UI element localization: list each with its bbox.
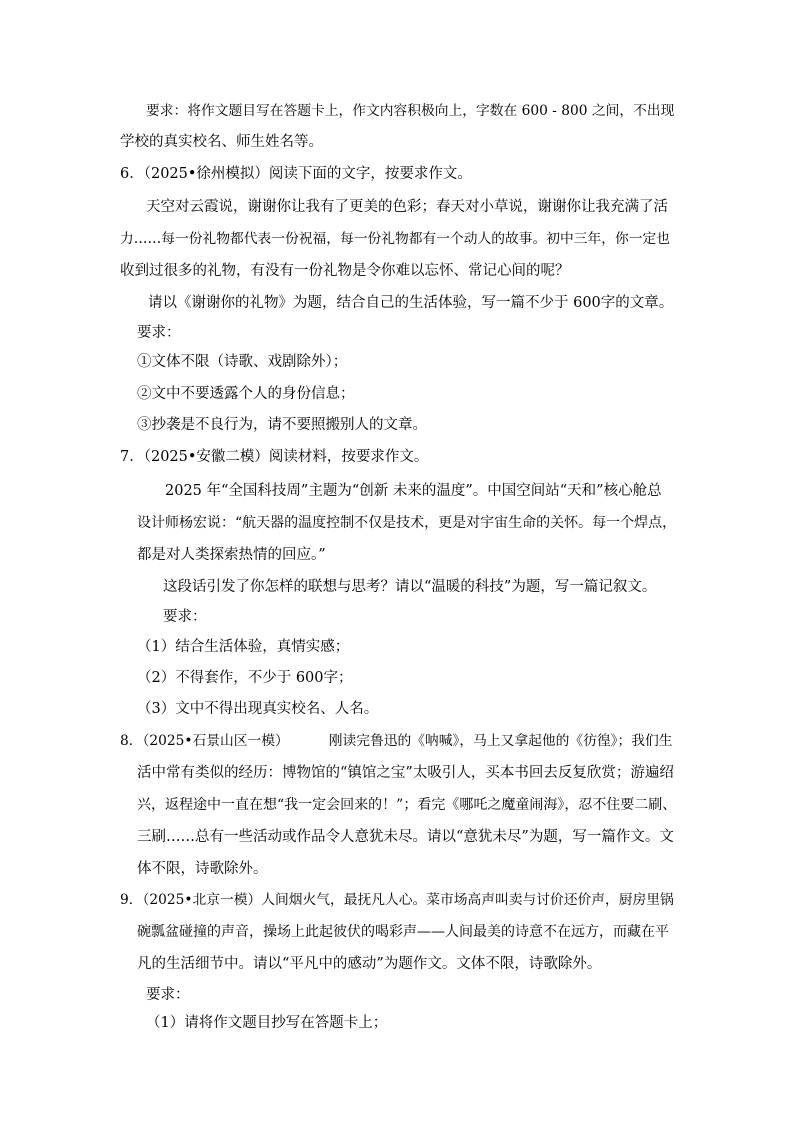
- q9-line-1: 9．（2025•北京一模）人间烟火气，最抚凡人心。菜市场高声叫卖与讨价还价声，厨房里锅: [120, 892, 674, 908]
- q6-heading: 6．（2025•徐州模拟）阅读下面的文字，按要求作文。: [120, 166, 472, 182]
- q8-line-1: [120, 731, 673, 751]
- q9-line-2: 碗瓢盆碰撞的声音，操场上此起彼伏的喝彩声——人间最美的诗意不在远方，而藏在平: [137, 924, 669, 940]
- q8-line-5: 体不限，诗歌除外。: [137, 861, 268, 877]
- q7-paragraph-line-1: 2025 年“全国科技周”主题为“创新 未来的温度”。中国空间站“天和”核心舱总: [165, 483, 662, 499]
- q6-requirement-1: ①文体不限（诗歌、戏剧除外）；: [137, 354, 348, 370]
- q7-heading: 7．（2025•安徽二模）阅读材料，按要求作文。: [120, 449, 429, 465]
- q9-requirements-label: 要求：: [146, 987, 190, 1003]
- q6-paragraph-line-2: 力……每一份礼物都代表一份祝福，每一份礼物都有一个动人的故事。初中三年，你一定也: [120, 231, 671, 247]
- q6-paragraph-line-1: 天空对云霞说，谢谢你让我有了更美的色彩；春天对小草说，谢谢你让我充满了活: [146, 199, 668, 215]
- q7-paragraph-line-3: 都是对人类探索热情的回应。”: [137, 547, 326, 563]
- q8-text-line-1: 刚读完鲁迅的《呐喊》，马上又拿起他的《彷徨》；我们生: [328, 733, 673, 749]
- q6-requirement-2: ②文中不要透露个人的身份信息；: [137, 386, 355, 402]
- q9-line-3: 凡的生活细节中。请以“平凡中的感动”为题作文。文体不限，诗歌除外。: [137, 956, 602, 972]
- q6-requirements-label: 要求：: [137, 325, 181, 341]
- q8-heading: 8．（2025•石景山区一模）: [120, 733, 289, 749]
- q6-paragraph-line-3: 收到过很多的礼物，有没有一份礼物是令你难以忘怀、常记心间的呢？: [120, 263, 570, 279]
- q7-requirement-3: （3）文中不得出现真实校名、人名。: [137, 701, 379, 717]
- q9-requirement-1: （1）请将作文题目抄写在答题卡上；: [146, 1015, 388, 1031]
- q8-line-2: 活中常有类似的经历：博物馆的“镇馆之宝”太吸引人，买本书回去反复欣赏；游遍绍: [137, 765, 674, 781]
- q8-line-3: 兴，返程途中一直在想“我一定会回来的！”；看完《哪吒之魔童闹海》，忍不住要二刷、: [137, 797, 677, 813]
- q7-requirements-label: 要求：: [163, 609, 207, 625]
- intro-requirement-line-2: 学校的真实校名、师生姓名等。: [120, 134, 323, 150]
- q6-prompt: 请以《谢谢你的礼物》为题，结合自己的生活体验，写一篇不少于 600字的文章。: [148, 295, 674, 311]
- q8-line-4: 三刷……总有一些活动或作品令人意犹未尽。请以“意犹未尽”为题，写一篇作文。文: [137, 829, 674, 845]
- intro-requirement-line-1: 要求：将作文题目写在答题卡上，作文内容积极向上，字数在 600 - 800 之间，不出现: [146, 103, 675, 119]
- q7-paragraph-line-2: 设计师杨宏说：“航天器的温度控制不仅是技术，更是对宇宙生命的关怀。每一个焊点，: [137, 515, 677, 531]
- q6-requirement-3: ③抄袭是不良行为，请不要照搬别人的文章。: [137, 417, 427, 433]
- q7-requirement-2: （2）不得套作，不少于 600字；: [137, 670, 353, 686]
- q7-requirement-1: （1）结合生活体验，真情实感；: [137, 639, 350, 655]
- q7-prompt: 这段话引发了你怎样的联想与思考？请以“温暖的科技”为题，写一篇记叙文。: [163, 579, 657, 595]
